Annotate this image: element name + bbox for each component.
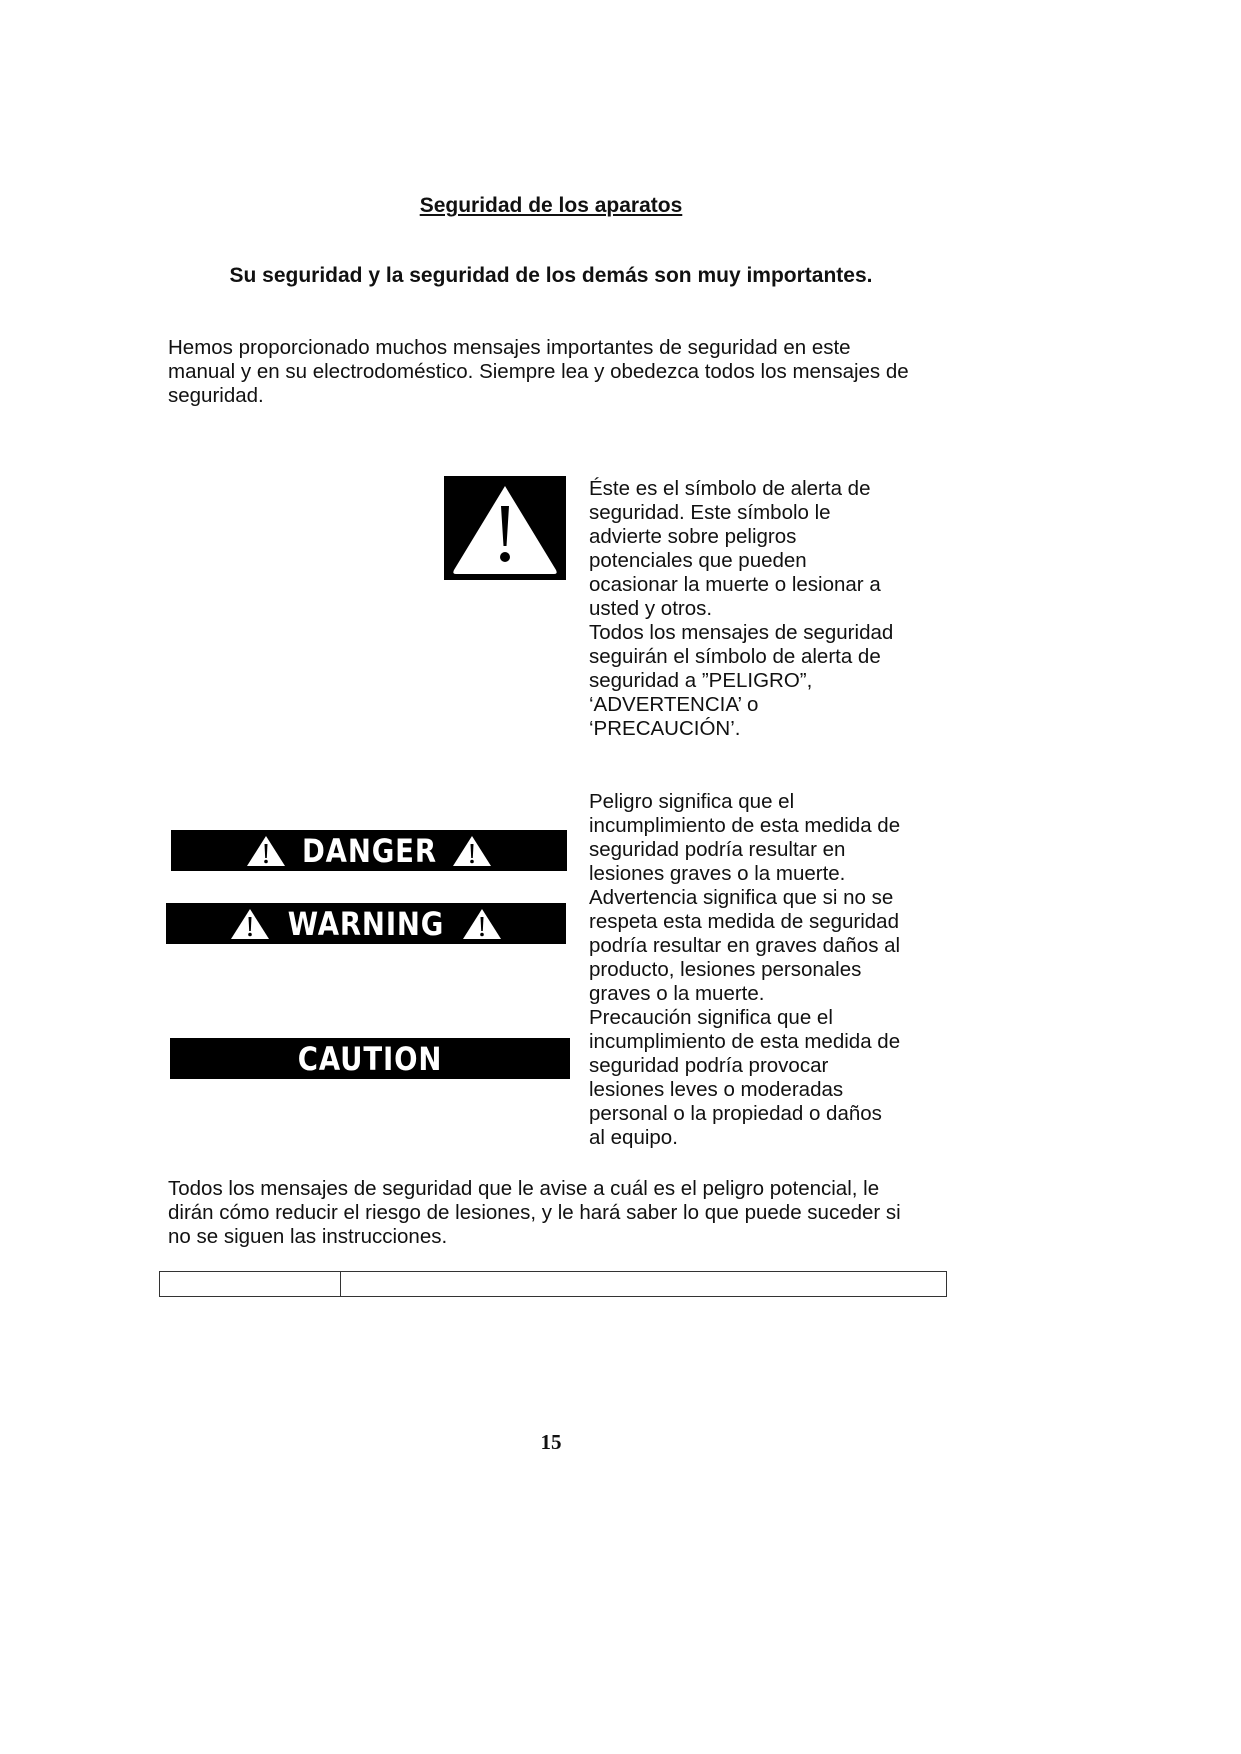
text-line: usted y otros. [589, 597, 713, 620]
caution-label: CAUTION [297, 1039, 443, 1078]
text-line: lesiones graves o la muerte. [589, 862, 846, 885]
safety-alert-symbol [444, 476, 566, 580]
footer-table-cell [160, 1272, 341, 1296]
text-line: Advertencia significa que si no se [589, 886, 894, 909]
warning-triangle-icon [245, 834, 287, 868]
text-line: ocasionar la muerte o lesionar a [589, 573, 881, 596]
text-line: respeta esta medida de seguridad [589, 910, 899, 933]
page-number: 15 [540, 1430, 562, 1454]
text-line: ‘PRECAUCIÓN’. [589, 717, 741, 740]
warning-triangle-icon [461, 907, 503, 941]
text-line: seguridad. Este símbolo le [589, 501, 831, 524]
text-line: ‘ADVERTENCIA’ o [589, 693, 759, 716]
danger-label: DANGER [301, 831, 437, 870]
text-line: graves o la muerte. [589, 982, 765, 1005]
text-line: Peligro significa que el [589, 790, 795, 813]
closing-paragraph: Todos los mensajes de seguridad que le avise a cuál es el peligro potencial, le dirán cómo reducir el riesgo de lesiones, y le hará saber lo que puede suceder si no se siguen las instrucciones. [168, 1177, 901, 1248]
text-line: seguirán el símbolo de alerta de [589, 645, 881, 668]
footer-table-cell [341, 1272, 946, 1296]
page-subtitle: Su seguridad y la seguridad de los demás son muy importantes. [229, 264, 873, 287]
warning-banner [166, 903, 566, 944]
text-line: al equipo. [589, 1126, 678, 1149]
text-line: producto, lesiones personales [589, 958, 862, 981]
danger-banner [171, 830, 567, 871]
warning-triangle-icon [444, 476, 566, 580]
text-line: advierte sobre peligros [589, 525, 797, 548]
text-line: incumplimiento de esta medida de [589, 814, 901, 837]
intro-paragraph: Hemos proporcionado muchos mensajes importantes de seguridad en este manual y en su electrodoméstico. Siempre lea y obedezca todos los mensajes de seguridad. [168, 336, 909, 407]
text-line: Precaución significa que el [589, 1006, 833, 1029]
alert-symbol-description [589, 477, 919, 741]
warning-label: WARNING [287, 904, 445, 943]
text-line: lesiones leves o moderadas [589, 1078, 844, 1101]
text-line: podría resultar en graves daños al [589, 934, 901, 957]
text-line: personal o la propiedad o daños [589, 1102, 882, 1125]
text-line: Éste es el símbolo de alerta de [589, 477, 871, 500]
text-line: incumplimiento de esta medida de [589, 1030, 901, 1053]
warning-triangle-icon [451, 834, 493, 868]
caution-banner [170, 1038, 570, 1079]
signal-words-description [589, 790, 919, 1150]
text-line: seguridad a ”PELIGRO”, [589, 669, 813, 692]
page-title: Seguridad de los aparatos [419, 194, 683, 217]
text-line: seguridad podría resultar en [589, 838, 846, 861]
text-line: Todos los mensajes de seguridad [589, 621, 894, 644]
text-line: potenciales que pueden [589, 549, 807, 572]
warning-triangle-icon [229, 907, 271, 941]
footer-table [159, 1271, 947, 1297]
text-line: seguridad podría provocar [589, 1054, 829, 1077]
